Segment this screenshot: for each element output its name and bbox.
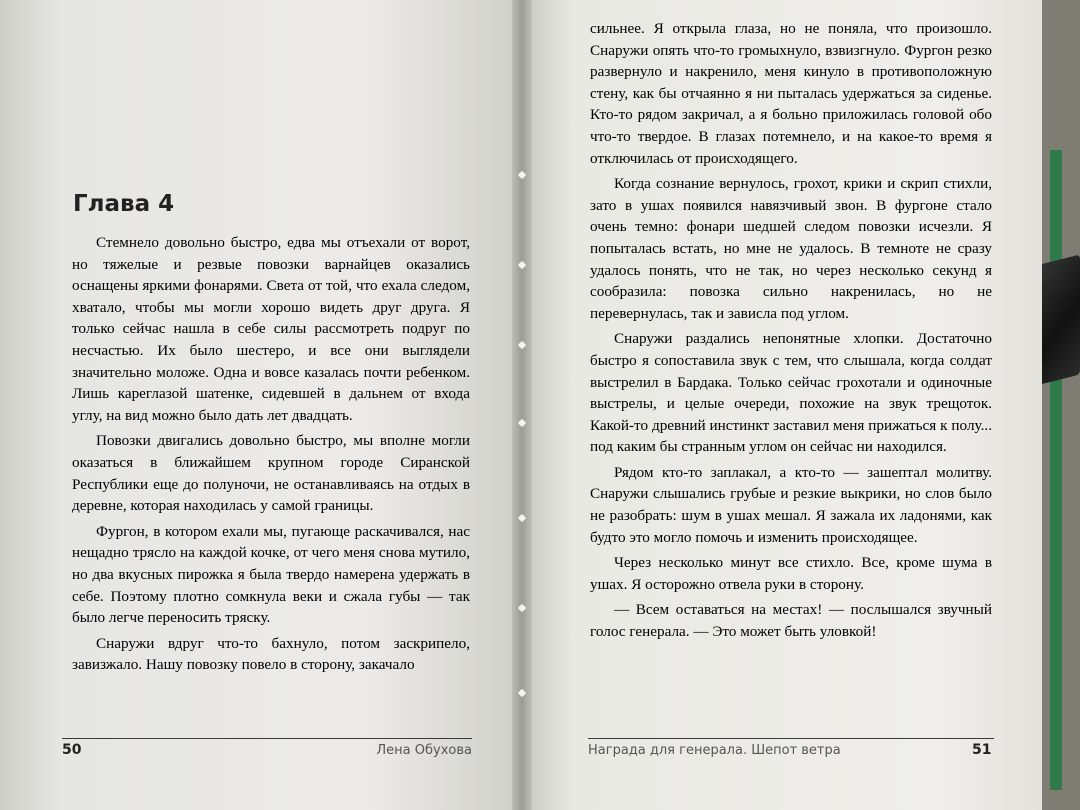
right-page-text <box>590 18 992 647</box>
paragraph: Снаружи вдруг что-то бахнуло, потом заскрипело, завизжало. Нашу повозку повело в сторону, закачало <box>72 634 470 674</box>
paragraph: Когда сознание вернулось, грохот, крики и скрип стихли, зато в ушах появился навязчивый звон. В фургоне стало очень темно: фонари шедшей следом повозки исчезли. Я попыталась встать, но мне не удалось. В темноте не сразу удалось понять, что не так, но через несколько секунд я сообразила: повозка сильно накренилась, но не перевернулась, так и зависла под углом. <box>590 175 992 322</box>
chapter-title: Глава 4 <box>73 191 175 217</box>
paragraph: сильнее. Я открыла глаза, но не поняла, что произошло. Снаружи опять что-то громыхнуло, взвизгнуло. Фургон резко развернуло и накренило, меня кинуло в противоположную стену, как бы отчаянно я ни пыталась удержаться за сиденье. Кто-то рядом закричал, а я больно приложилась головой обо что-то твердое. В глазах потемнело, и на какое-то время я отключилась от происходящего. <box>590 20 992 167</box>
page-number: 50 <box>62 742 82 758</box>
paragraph: Снаружи раздались непонятные хлопки. Достаточно быстро я сопоставила звук с тем, что слышала, когда солдат выстрелил в Бардака. Только сейчас грохотали и одиночные выстрелы, и целые очереди, похожие на звук трещоток. Какой-то древний инстинкт заставил меня прижаться к полу... под каким бы странным углом он сейчас ни находился. <box>590 330 992 456</box>
paragraph: Повозки двигались довольно быстро, мы вполне могли оказаться в ближайшем крупном городе Сиранской Республики еще до полуночи, не останавливаясь на отдых в деревне, которая находилась у самой границы. <box>72 432 470 515</box>
paragraph: Стемнело довольно быстро, едва мы отъехали от ворот, но тяжелые и резвые повозки варнайцев оказались оснащены яркими фонарями. Света от той, что ехала следом, хватало, чтобы мы могли хорошо видеть друг друга. Я только сейчас нашла в себе силы рассмотреть подруг по несчастью. Их было шестеро, и все они выглядели значительно моложе. Одна и вовсе казалась почти ребенком. Лишь кареглазой шатенке, сидевшей в дальнем от входа углу, на вид можно было дать лет двадцать. <box>72 234 470 424</box>
left-page-text <box>72 232 470 680</box>
paragraph: Рядом кто-то заплакал, а кто-то — зашептал молитву. Снаружи слышались грубые и резкие выкрики, но слов было не разобрать: шум в ушах мешал. Я зажала их ладонями, как будто это могло помочь и изменить происходящее. <box>590 463 992 546</box>
author-running-head: Лена Обухова <box>376 743 472 758</box>
paragraph: Фургон, в котором ехали мы, пугающе раскачивался, нас нещадно трясло на каждой кочке, от чего меня снова мутило, но два вкусных пирожка я была твердо намерена удержать в себе. Поэтому плотно сомкнула веки и сжала губы — так было легче переносить тряску. <box>72 522 470 627</box>
title-running-head: Награда для генерала. Шепот ветра <box>588 743 841 758</box>
paragraph: — Всем оставаться на местах! — послышался звучный голос генерала. — Это может быть уловкой! <box>590 601 992 641</box>
footer-rule <box>588 738 994 739</box>
paragraph: Через несколько минут все стихло. Все, кроме шума в ушах. Я осторожно отвела руки в сторону. <box>590 554 992 593</box>
footer-rule <box>62 738 472 739</box>
page-number: 51 <box>972 742 992 758</box>
book-cover-edge <box>1050 150 1062 790</box>
